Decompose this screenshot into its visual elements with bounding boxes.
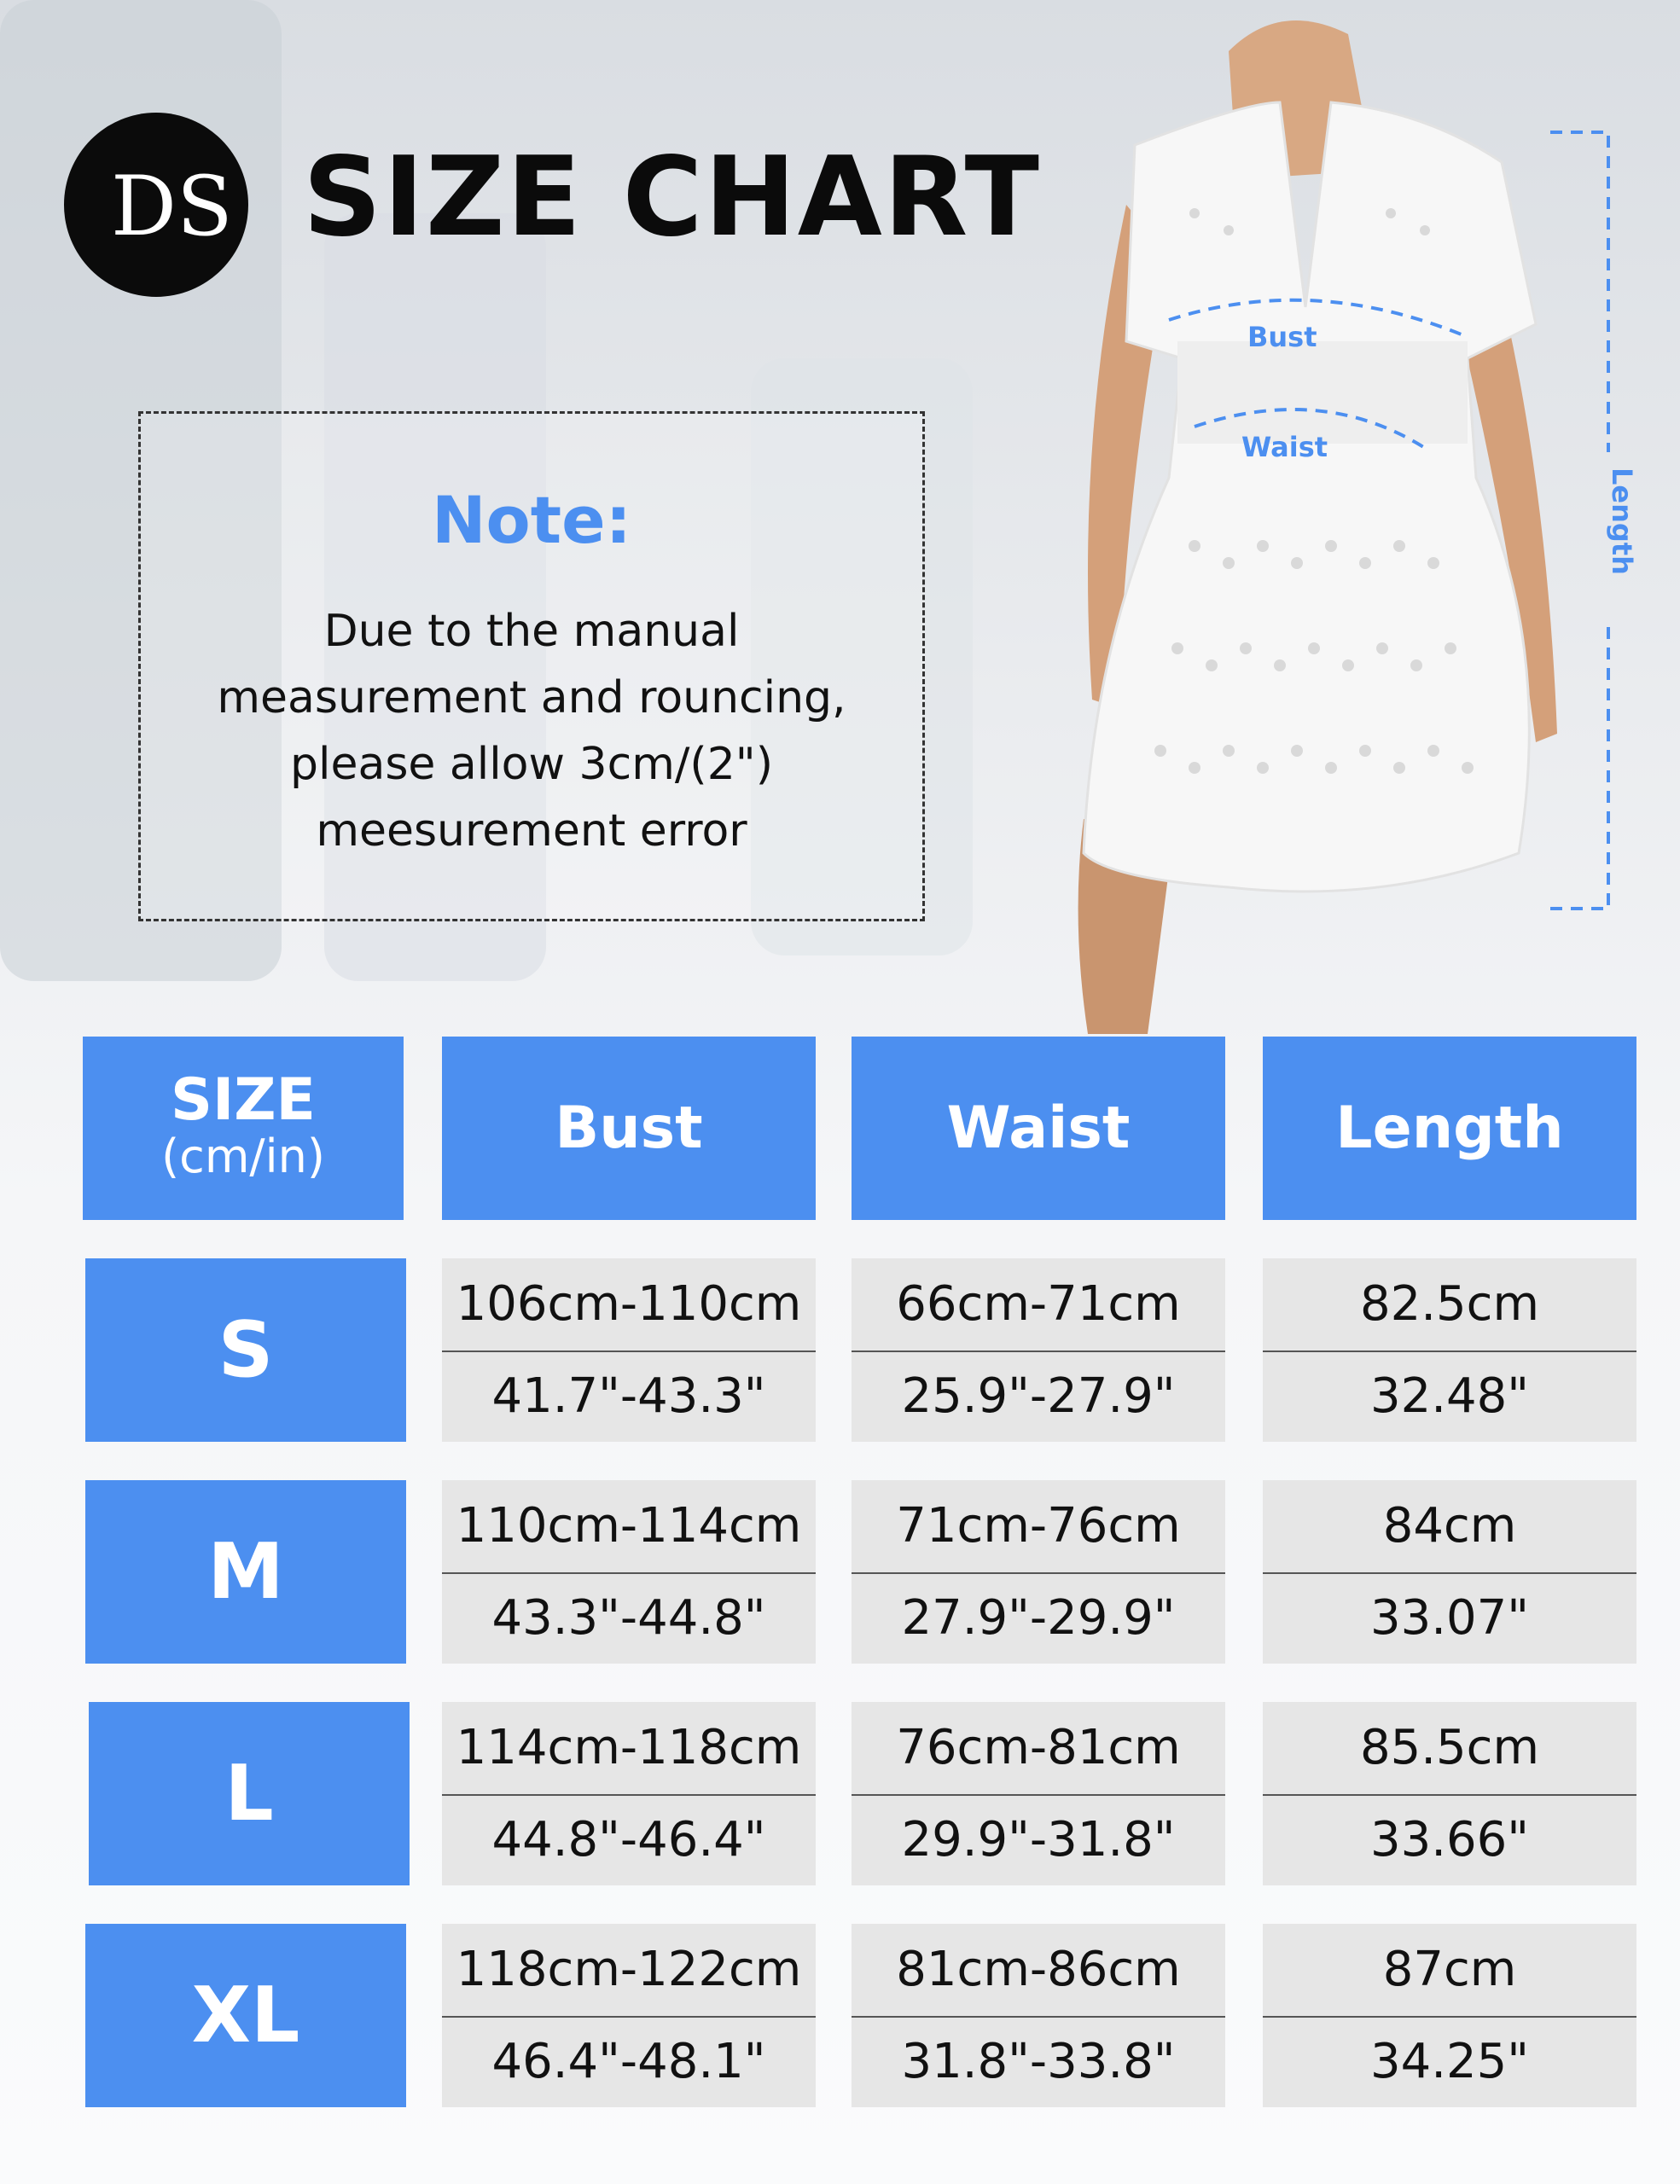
bust-cm: 114cm-118cm bbox=[442, 1702, 816, 1796]
size-cell: M bbox=[85, 1480, 406, 1664]
bust-cm: 106cm-110cm bbox=[442, 1258, 816, 1352]
length-cell bbox=[1263, 1480, 1636, 1664]
waist-cell bbox=[852, 1258, 1225, 1442]
note-line: measurement and rouncing, bbox=[217, 672, 846, 723]
note-line: meesurement error bbox=[316, 805, 747, 857]
length-in: 34.25" bbox=[1369, 2033, 1530, 2089]
bust-in: 41.7"-43.3" bbox=[491, 1368, 766, 1424]
note-line: Due to the manual bbox=[323, 606, 740, 657]
waist-in: 31.8"-33.8" bbox=[901, 2033, 1176, 2089]
header-length-label: Length bbox=[1335, 1094, 1564, 1162]
length-cm: 82.5cm bbox=[1263, 1258, 1636, 1352]
waist-in: 29.9"-31.8" bbox=[901, 1811, 1176, 1867]
header-bust bbox=[442, 1037, 816, 1220]
bust-cm: 110cm-114cm bbox=[442, 1480, 816, 1574]
dress-illustration bbox=[1024, 0, 1680, 1034]
waist-cell bbox=[852, 1480, 1225, 1664]
svg-text:DS: DS bbox=[111, 159, 233, 254]
note-title: Note: bbox=[431, 482, 632, 558]
waist-cm: 81cm-86cm bbox=[852, 1924, 1225, 2018]
length-cm: 87cm bbox=[1263, 1924, 1636, 2018]
length-in: 33.07" bbox=[1369, 1589, 1530, 1646]
bust-in: 44.8"-46.4" bbox=[491, 1811, 766, 1867]
length-cm: 85.5cm bbox=[1263, 1702, 1636, 1796]
ds-monogram-icon bbox=[92, 141, 233, 269]
bust-label: Bust bbox=[1247, 321, 1317, 353]
note-box bbox=[138, 411, 925, 921]
length-in: 33.66" bbox=[1369, 1811, 1530, 1867]
length-label: Length bbox=[1606, 468, 1638, 575]
waist-in: 25.9"-27.9" bbox=[901, 1368, 1176, 1424]
waist-label: Waist bbox=[1241, 431, 1328, 463]
dress-model-image bbox=[1024, 0, 1680, 1034]
waist-cm: 71cm-76cm bbox=[852, 1480, 1225, 1574]
waist-in: 27.9"-29.9" bbox=[901, 1589, 1176, 1646]
size-cell: XL bbox=[85, 1924, 406, 2107]
waist-cell bbox=[852, 1702, 1225, 1885]
bust-cell bbox=[442, 1924, 816, 2107]
bust-cell bbox=[442, 1702, 816, 1885]
length-cm: 84cm bbox=[1263, 1480, 1636, 1574]
size-cell: S bbox=[85, 1258, 406, 1442]
header-size bbox=[83, 1037, 404, 1220]
length-cell bbox=[1263, 1258, 1636, 1442]
page-title: SIZE CHART bbox=[303, 134, 1041, 261]
note-text bbox=[175, 598, 888, 864]
bust-in: 46.4"-48.1" bbox=[491, 2033, 766, 2089]
header-bust-label: Bust bbox=[555, 1094, 703, 1162]
waist-cell bbox=[852, 1924, 1225, 2107]
length-cell bbox=[1263, 1924, 1636, 2107]
header-length bbox=[1263, 1037, 1636, 1220]
brand-logo bbox=[64, 113, 248, 297]
bust-cm: 118cm-122cm bbox=[442, 1924, 816, 2018]
header-size-label: SIZE bbox=[170, 1066, 317, 1135]
size-cell: L bbox=[89, 1702, 410, 1885]
note-line: please allow 3cm/(2") bbox=[290, 739, 773, 790]
header-size-unit: (cm/in) bbox=[161, 1130, 325, 1184]
bust-cell bbox=[442, 1258, 816, 1442]
bust-cell bbox=[442, 1480, 816, 1664]
bust-in: 43.3"-44.8" bbox=[491, 1589, 766, 1646]
header-waist-label: Waist bbox=[946, 1094, 1131, 1162]
header-waist bbox=[852, 1037, 1225, 1220]
length-in: 32.48" bbox=[1369, 1368, 1530, 1424]
waist-cm: 66cm-71cm bbox=[852, 1258, 1225, 1352]
waist-cm: 76cm-81cm bbox=[852, 1702, 1225, 1796]
length-cell bbox=[1263, 1702, 1636, 1885]
